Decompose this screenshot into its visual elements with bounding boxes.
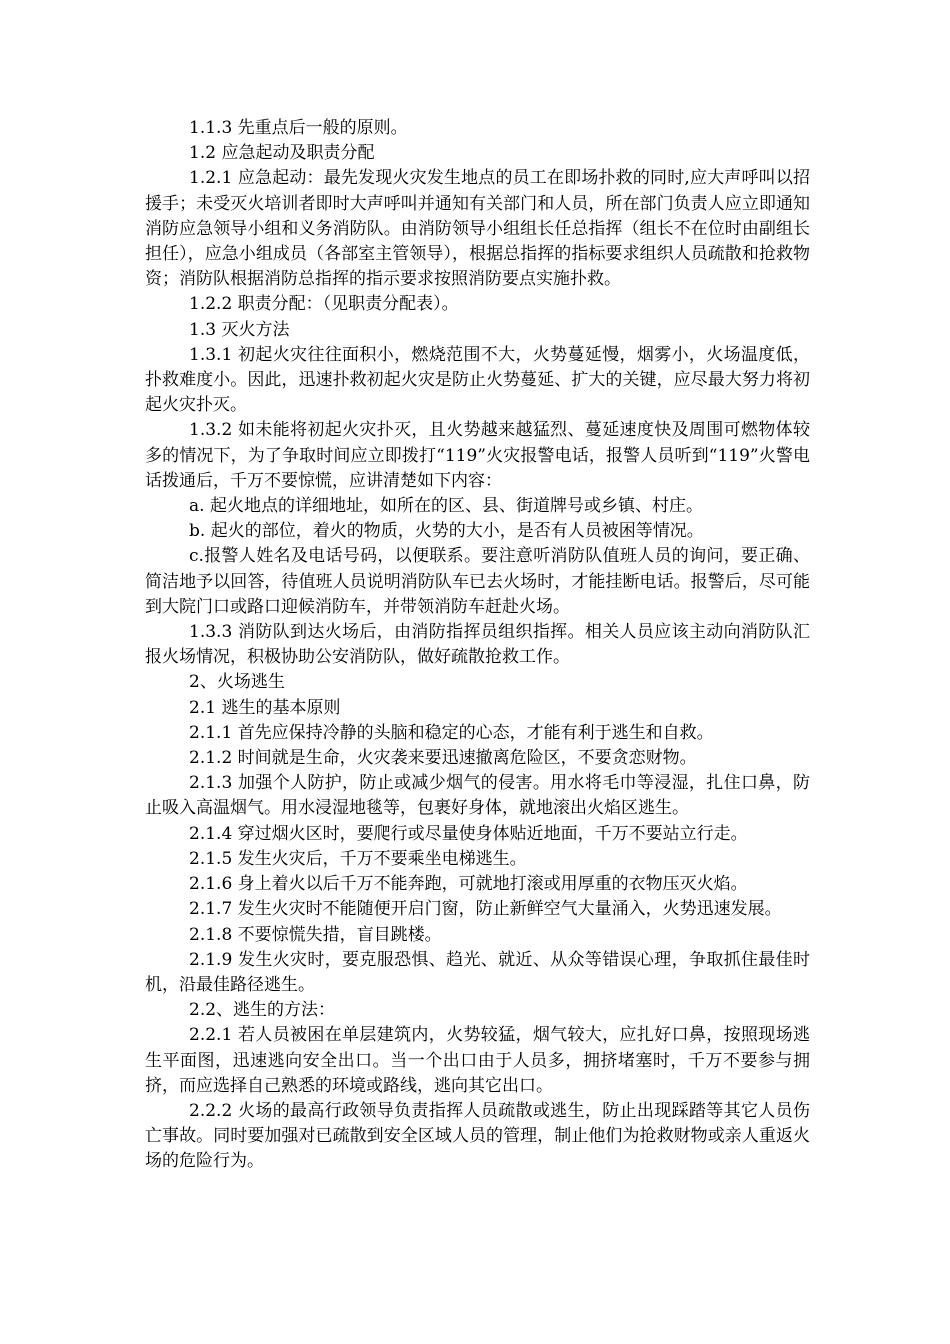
paragraph: 2.1.7 发生火灾时不能随便开启门窗，防止新鲜空气大量涌入，火势迅速发展。 — [189, 899, 782, 920]
document-body — [145, 116, 810, 1175]
section-heading: 2.2、逃生的方法： — [189, 1000, 336, 1021]
paragraph: 2.1.1 首先应保持冷静的头脑和稳定的心态，才能有利于逃生和自救。 — [189, 722, 714, 743]
list-item: b. 起火的部位，着火的物质，火势的大小，是否有人员被困等情况。 — [189, 521, 704, 542]
section-heading: 2、火场逃生 — [189, 672, 285, 693]
paragraph: 1.3.1 初起火灾往往面积小，燃烧范围不大，火势蔓延慢，烟雾小，火场温度低，扑救难度小。因此，迅速扑救初起火灾是防止火势蔓延、扩大的关键，应尽最大努力将初起火灾扑灭。 — [145, 344, 810, 416]
paragraph: 1.2.2 职责分配：（见职责分配表）。 — [189, 294, 459, 315]
paragraph: 1.3.3 消防队到达火场后，由消防指挥员组织指挥。相关人员应该主动向消防队汇报火场情况，积极协助公安消防队，做好疏散抢救工作。 — [145, 622, 810, 668]
paragraph: 2.1.5 发生火灾后，千万不要乘坐电梯逃生。 — [189, 848, 527, 869]
paragraph: 2.1.6 身上着火以后千万不能奔跑，可就地打滚或用厚重的衣物压灭火焰。 — [189, 874, 748, 895]
paragraph: 1.3.2 如未能将初起火灾扑灭，且火势越来越猛烈、蔓延速度快及周围可燃物体较多的情况下，为了争取时间应立即拨打“119”火灾报警电话，报警人员听到“119”火警电话拨通后，千万不要惊慌，应讲清楚如下内容： — [145, 420, 810, 491]
list-item: c.报警人姓名及电话号码，以便联系。要注意听消防队值班人员的询问，要正确、简洁地予以回答，待值班人员说明消防队车已去火场时，才能挂断电话。报警后，尽可能到大院门口或路口迎候消防车，并带领消防车赶赴火场。 — [145, 546, 810, 617]
section-heading: 1.2 应急起动及职责分配 — [189, 143, 375, 164]
paragraph: 1.2.1 应急起动：最先发现火灾发生地点的员工在即场扑救的同时,应大声呼叫以招援手；未受灭火培训者即时大声呼叫并通知有关部门和人员，所在部门负责人应立即通知消防应急领导小组和义务消防队。由消防领导小组组长任总指挥（组长不在位时由副组长担任），应急小组成员（各部室主管领导），根据总指挥的指标要求组织人员疏散和抢救物资；消防队根据消防总指挥的指示要求按照消防要点实施扑救。 — [145, 168, 810, 290]
paragraph: 1.1.3 先重点后一般的原则。 — [189, 118, 408, 138]
paragraph: 2.1.9 发生火灾时，要克服恐惧、趋光、就近、从众等错误心理，争取抓住最佳时机，沿最佳路径逃生。 — [145, 949, 810, 995]
paragraph: 2.2.2 火场的最高行政领导负责指挥人员疏散或逃生，防止出现踩踏等其它人员伤亡事故。同时要加强对已疏散到安全区域人员的管理，制止他们为抢救财物或亲人重返火场的危险行为。 — [145, 1100, 810, 1172]
section-heading: 1.3 灭火方法 — [189, 319, 290, 340]
section-heading: 2.1 逃生的基本原则 — [189, 697, 341, 718]
paragraph: 2.1.8 不要惊慌失措，盲目跳楼。 — [189, 924, 442, 945]
list-item: a. 起火地点的详细地址，如所在的区、县、街道牌号或乡镇、村庄。 — [189, 496, 703, 517]
paragraph: 2.1.3 加强个人防护，防止或减少烟气的侵害。用水将毛巾等浸湿，扎住口鼻，防止吸入高温烟气。用水浸湿地毯等，包裹好身体，就地滚出火焰区逃生。 — [145, 773, 810, 819]
paragraph: 2.2.1 若人员被困在单层建筑内，火势较猛，烟气较大，应扎好口鼻，按照现场逃生平面图，迅速逃向安全出口。当一个出口由于人员多，拥挤堵塞时，千万不要参与拥挤，而应选择自己熟悉的环境或路线，逃向其它出口。 — [145, 1025, 810, 1096]
paragraph: 2.1.4 穿过烟火区时，要爬行或尽量使身体贴近地面，千万不要站立行走。 — [189, 823, 748, 844]
paragraph: 2.1.2 时间就是生命，火灾袭来要迅速撤离危险区，不要贪恋财物。 — [189, 748, 697, 769]
